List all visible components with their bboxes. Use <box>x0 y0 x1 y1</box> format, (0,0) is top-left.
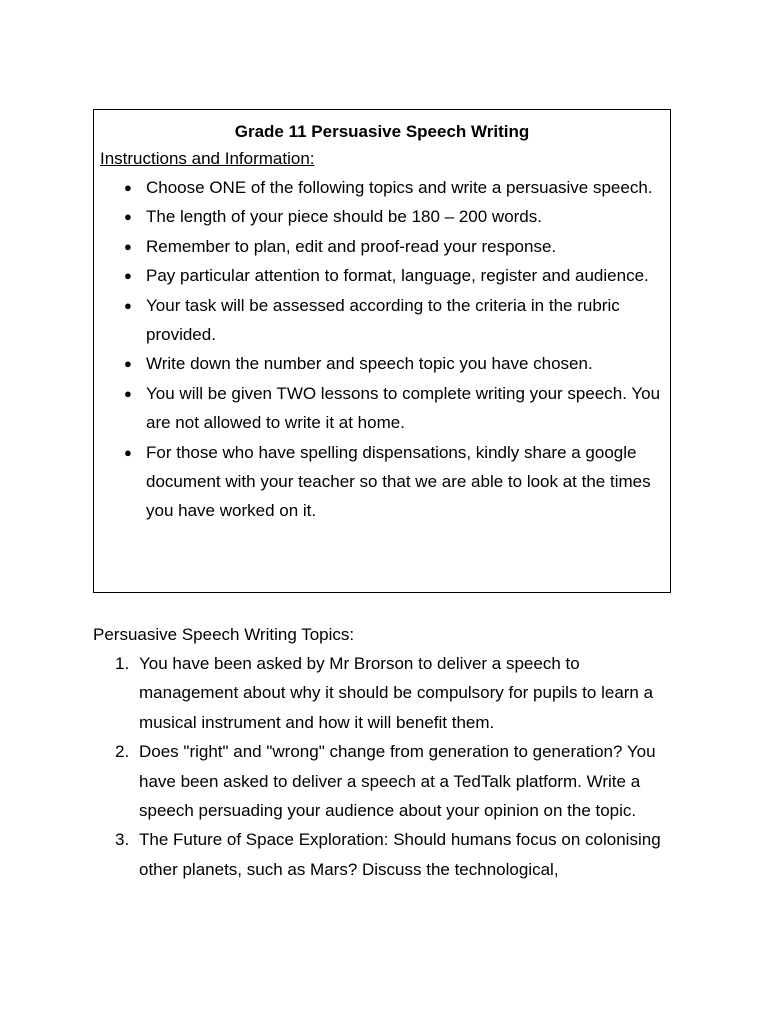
instruction-item <box>100 173 664 202</box>
instruction-text: Write down the number and speech topic you have chosen. <box>146 354 593 374</box>
topics-heading: Persuasive Speech Writing Topics: <box>93 625 355 644</box>
topic-number: 2. <box>115 742 130 762</box>
bullet-icon: ● <box>124 356 132 372</box>
instruction-text: Pay particular attention to format, language, register and audience. <box>146 266 649 286</box>
instruction-text: You will be given TWO lessons to complete writing your speech. You are not allowed to write it at home. <box>146 383 661 433</box>
instruction-item <box>100 261 664 290</box>
topic-number: 3. <box>115 830 130 850</box>
bullet-icon: ● <box>124 238 132 254</box>
instruction-text: Your task will be assessed according to the criteria in the rubric provided. <box>146 295 620 345</box>
topic-number: 1. <box>115 654 130 673</box>
bullet-icon: ● <box>124 268 132 284</box>
topics-list <box>93 649 683 884</box>
instructions-heading: Instructions and Information: <box>100 149 315 168</box>
instruction-text: Choose ONE of the following topics and write a persuasive speech. <box>146 178 653 197</box>
instruction-text: The length of your piece should be 180 – 200 words. <box>146 207 542 227</box>
instruction-text: Remember to plan, edit and proof-read your response. <box>146 236 557 256</box>
bullet-icon: ● <box>124 209 132 225</box>
topic-text: Does "right" and "wrong" change from generation to generation? You have been asked to deliver a speech at a TedTalk platform. Write a speech persuading your audience about your opinion on the topic. <box>139 742 656 821</box>
bullet-icon: ● <box>124 444 132 460</box>
topic-text: You have been asked by Mr Brorson to deliver a speech to management about why it should be compulsory for pupils to learn a musical instrument and how it will benefit them. <box>139 654 654 732</box>
bullet-icon: ● <box>124 385 132 401</box>
instructions-box <box>93 109 671 593</box>
instruction-item <box>100 202 664 231</box>
document-title: Grade 11 Persuasive Speech Writing <box>234 122 530 141</box>
bullet-icon: ● <box>124 180 132 195</box>
topic-item <box>93 737 683 825</box>
instruction-item <box>100 379 664 438</box>
bullet-icon: ● <box>124 297 132 313</box>
instruction-item <box>100 232 664 261</box>
instructions-list <box>100 173 664 526</box>
instruction-item <box>100 349 664 378</box>
topic-item <box>93 649 683 737</box>
topic-text: The Future of Space Exploration: Should humans focus on colonising other planets, such as Mars? Discuss the technological, <box>139 830 661 879</box>
topic-item <box>93 825 683 884</box>
instruction-item <box>100 438 664 526</box>
instruction-item <box>100 291 664 350</box>
instruction-text: For those who have spelling dispensations, kindly share a google document with your teacher so that we are able to look at the times you have worked on it. <box>146 442 651 521</box>
